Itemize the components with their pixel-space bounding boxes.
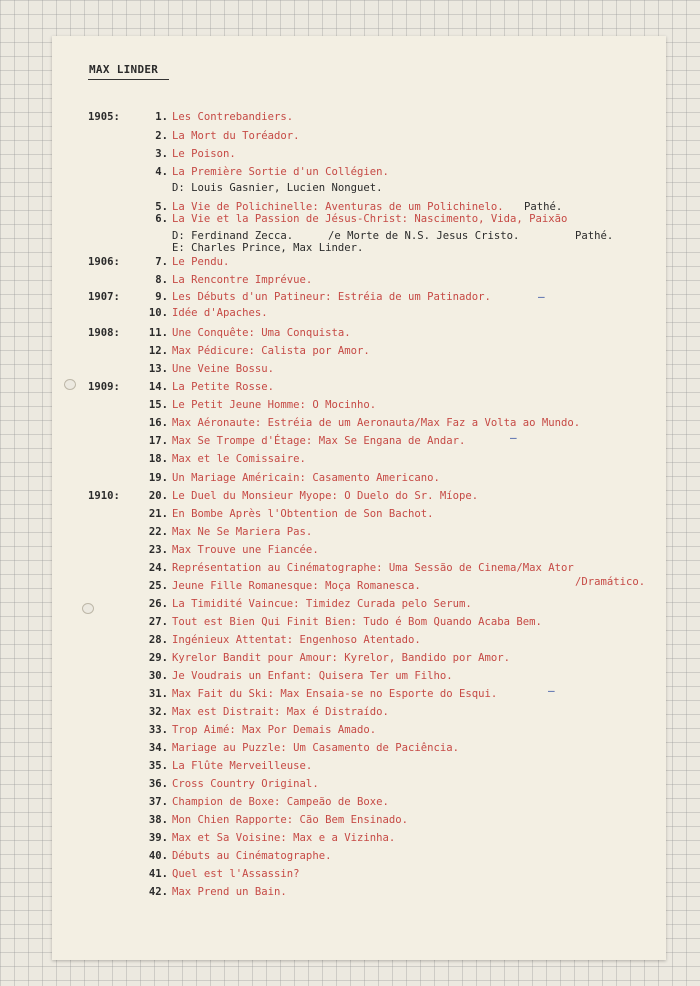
title-underline xyxy=(88,79,169,80)
film-title: Champion de Boxe: Campeão de Boxe. xyxy=(172,796,389,808)
entry-number: 12. xyxy=(148,345,168,357)
entry-number: 32. xyxy=(148,706,168,718)
entry-number: 20. xyxy=(148,490,168,502)
entry-number: 42. xyxy=(148,886,168,898)
film-title: Quel est l'Assassin? xyxy=(172,868,300,880)
entry-number: 18. xyxy=(148,453,168,465)
film-title: Une Conquête: Uma Conquista. xyxy=(172,327,351,339)
entry-number: 23. xyxy=(148,544,168,556)
film-title: Débuts au Cinématographe. xyxy=(172,850,332,862)
year-label: 1905: xyxy=(88,111,120,123)
entry-number: 22. xyxy=(148,526,168,538)
document-page xyxy=(52,36,666,960)
film-title: Une Veine Bossu. xyxy=(172,363,275,375)
film-title: Ingénieux Attentat: Engenhoso Atentado. xyxy=(172,634,421,646)
film-title: Tout est Bien Qui Finit Bien: Tudo é Bom Quando Acaba Bem. xyxy=(172,616,542,628)
entry-number: 31. xyxy=(148,688,168,700)
entry-number: 25. xyxy=(148,580,168,592)
film-title: Max Aéronaute: Estréia de um Aeronauta/Max Faz a Volta ao Mundo. xyxy=(172,417,581,429)
punch-hole xyxy=(82,603,94,614)
year-label: 1909: xyxy=(88,381,120,393)
continuation-entry-24: /Dramático. xyxy=(575,576,646,588)
film-title: La Première Sortie d'un Collégien. xyxy=(172,166,389,178)
film-title: Jeune Fille Romanesque: Moça Romanesca. xyxy=(172,580,421,592)
entry-number: 10. xyxy=(148,307,168,319)
film-title: Un Mariage Américain: Casamento Americano. xyxy=(172,472,440,484)
film-title: Trop Aimé: Max Por Demais Amado. xyxy=(172,724,377,736)
entry-number: 5. xyxy=(155,201,168,213)
film-title: La Timidité Vaincue: Timidez Curada pelo Serum. xyxy=(172,598,472,610)
entry-number: 24. xyxy=(148,562,168,574)
film-title: La Vie de Polichinelle: Aventuras de um Polichinelo. xyxy=(172,201,504,213)
pen-dash-mark: – xyxy=(538,290,545,303)
studio-note-entry-6: Pathé. xyxy=(575,230,614,242)
film-title: Max Trouve une Fiancée. xyxy=(172,544,319,556)
entry-number: 15. xyxy=(148,399,168,411)
film-title: Idée d'Apaches. xyxy=(172,307,268,319)
pen-dash-mark: – xyxy=(548,684,555,697)
film-title: Les Débuts d'un Patineur: Estréia de um Patinador. xyxy=(172,291,491,303)
entry-number: 14. xyxy=(148,381,168,393)
entry-number: 19. xyxy=(148,472,168,484)
film-title: Mariage au Puzzle: Um Casamento de Paciência. xyxy=(172,742,460,754)
film-title: Je Voudrais un Enfant: Quisera Ter um Filho. xyxy=(172,670,453,682)
entry-number: 34. xyxy=(148,742,168,754)
entry-number: 17. xyxy=(148,435,168,447)
film-title: En Bombe Après l'Obtention de Son Bachot. xyxy=(172,508,434,520)
entry-number: 2. xyxy=(155,130,168,142)
credit-line-entry-4: D: Louis Gasnier, Lucien Nonguet. xyxy=(172,182,383,194)
entry-number: 30. xyxy=(148,670,168,682)
film-title: Le Petit Jeune Homme: O Mocinho. xyxy=(172,399,377,411)
entry-number: 3. xyxy=(155,148,168,160)
entry-number: 41. xyxy=(148,868,168,880)
entry-number: 38. xyxy=(148,814,168,826)
alt-title-entry-6: /e Morte de N.S. Jesus Cristo. xyxy=(328,230,520,242)
year-label: 1906: xyxy=(88,256,120,268)
entry-number: 16. xyxy=(148,417,168,429)
entry-number: 1. xyxy=(155,111,168,123)
year-label: 1910: xyxy=(88,490,120,502)
entry-number: 11. xyxy=(148,327,168,339)
entry-number: 28. xyxy=(148,634,168,646)
entry-number: 29. xyxy=(148,652,168,664)
film-title: Représentation au Cinématographe: Uma Sessão de Cinema/Max Ator xyxy=(172,562,574,574)
cast-line-entry-6: E: Charles Prince, Max Linder. xyxy=(172,242,364,254)
entry-number: 37. xyxy=(148,796,168,808)
film-title: Les Contrebandiers. xyxy=(172,111,294,123)
entry-number: 7. xyxy=(155,256,168,268)
entry-number: 9. xyxy=(155,291,168,303)
document-title: MAX LINDER xyxy=(89,63,159,76)
studio-note-entry-5: Pathé. xyxy=(524,201,563,213)
film-title: Max Ne Se Mariera Pas. xyxy=(172,526,313,538)
film-title: Mon Chien Rapporte: Cão Bem Ensinado. xyxy=(172,814,408,826)
entry-number: 13. xyxy=(148,363,168,375)
entry-number: 39. xyxy=(148,832,168,844)
year-label: 1907: xyxy=(88,291,120,303)
entry-number: 21. xyxy=(148,508,168,520)
year-label: 1908: xyxy=(88,327,120,339)
film-title: Max et le Comissaire. xyxy=(172,453,306,465)
entry-number: 35. xyxy=(148,760,168,772)
entry-number: 27. xyxy=(148,616,168,628)
entry-number: 33. xyxy=(148,724,168,736)
film-title: Le Pendu. xyxy=(172,256,230,268)
film-title: La Flûte Merveilleuse. xyxy=(172,760,313,772)
film-title: La Mort du Toréador. xyxy=(172,130,300,142)
film-title: Max Prend un Bain. xyxy=(172,886,287,898)
pen-dash-mark: – xyxy=(510,431,517,444)
entry-number: 8. xyxy=(155,274,168,286)
film-title: La Vie et la Passion de Jésus-Christ: Nascimento, Vida, Paixão xyxy=(172,213,568,225)
film-title: Kyrelor Bandit pour Amour: Kyrelor, Bandido por Amor. xyxy=(172,652,511,664)
film-title: Cross Country Original. xyxy=(172,778,319,790)
entry-number: 40. xyxy=(148,850,168,862)
entry-number: 36. xyxy=(148,778,168,790)
entry-number: 4. xyxy=(155,166,168,178)
director-line-entry-6: D: Ferdinand Zecca. xyxy=(172,230,294,242)
film-title: Max est Distrait: Max é Distraído. xyxy=(172,706,389,718)
film-title: La Rencontre Imprévue. xyxy=(172,274,313,286)
film-title: Max et Sa Voisine: Max e a Vizinha. xyxy=(172,832,396,844)
film-title: Max Pédicure: Calista por Amor. xyxy=(172,345,370,357)
film-title: Max Fait du Ski: Max Ensaia-se no Esporte do Esqui. xyxy=(172,688,498,700)
entry-number: 6. xyxy=(155,213,168,225)
film-title: Le Duel du Monsieur Myope: O Duelo do Sr. Míope. xyxy=(172,490,479,502)
film-title: Le Poison. xyxy=(172,148,236,160)
punch-hole xyxy=(64,379,76,390)
film-title: La Petite Rosse. xyxy=(172,381,275,393)
film-title: Max Se Trompe d'Étage: Max Se Engana de Andar. xyxy=(172,435,466,447)
entry-number: 26. xyxy=(148,598,168,610)
